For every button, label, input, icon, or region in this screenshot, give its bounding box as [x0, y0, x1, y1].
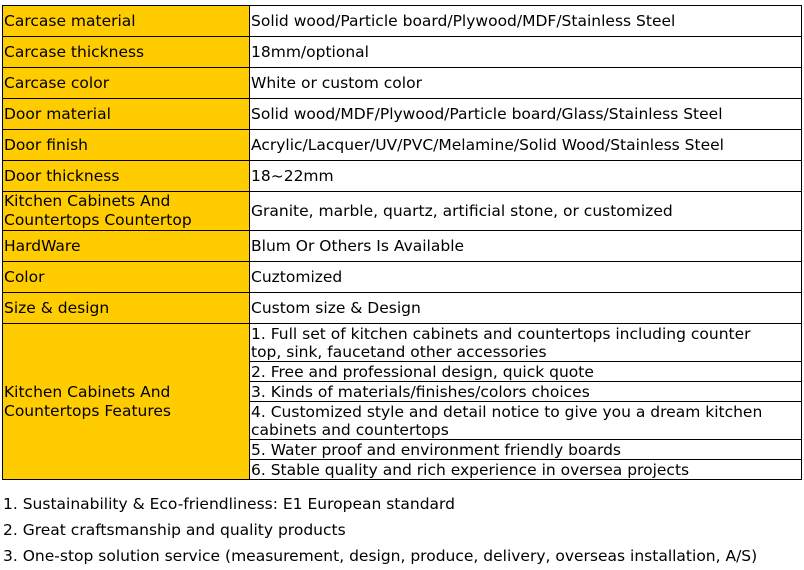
- row-label: Carcase material: [3, 6, 250, 37]
- row-label: Size & design: [3, 293, 250, 324]
- feature-item: 2. Free and professional design, quick quote: [250, 362, 802, 382]
- table-row: [3, 192, 802, 231]
- row-label-line: Kitchen Cabinets And: [4, 382, 171, 401]
- feature-line: 1. Full set of kitchen cabinets and countertops including counter: [251, 324, 751, 343]
- row-value: White or custom color: [250, 68, 802, 99]
- row-value: Custom size & Design: [250, 293, 802, 324]
- table-row: [3, 130, 802, 161]
- row-value: Solid wood/Particle board/Plywood/MDF/Stainless Steel: [250, 6, 802, 37]
- row-value: 18mm/optional: [250, 37, 802, 68]
- feature-line: 4. Customized style and detail notice to give you a dream kitchen: [251, 402, 763, 421]
- row-label: Carcase color: [3, 68, 250, 99]
- table-row: [3, 231, 802, 262]
- row-value: Blum Or Others Is Available: [250, 231, 802, 262]
- table-row: [3, 293, 802, 324]
- table-row: [3, 68, 802, 99]
- feature-item: [250, 402, 802, 440]
- row-label-line: Kitchen Cabinets And: [4, 192, 171, 210]
- table-row: [3, 262, 802, 293]
- row-label: Carcase thickness: [3, 37, 250, 68]
- feature-line: cabinets and countertops: [251, 420, 449, 439]
- row-label: Door thickness: [3, 161, 250, 192]
- row-label: Door material: [3, 99, 250, 130]
- note-item: 3. One-stop solution service (measurement, design, produce, delivery, overseas installation, A/S): [3, 547, 758, 565]
- table-row: [3, 324, 802, 362]
- spec-table: [2, 5, 802, 480]
- feature-item: 5. Water proof and environment friendly boards: [250, 440, 802, 460]
- table-row: [3, 161, 802, 192]
- features-label: [3, 324, 250, 480]
- note-item: 1. Sustainability & Eco-friendliness: E1 European standard: [3, 495, 455, 513]
- table-row: [3, 6, 802, 37]
- row-label-line: Countertops Features: [4, 401, 171, 420]
- row-value: Granite, marble, quartz, artificial stone, or customized: [250, 192, 802, 231]
- note-item: 2. Great craftsmanship and quality products: [3, 521, 346, 539]
- table-row: [3, 99, 802, 130]
- row-value: Cuztomized: [250, 262, 802, 293]
- notes-list: [3, 492, 757, 570]
- row-value: Solid wood/MDF/Plywood/Particle board/Glass/Stainless Steel: [250, 99, 802, 130]
- row-label-line: Countertops Countertop: [4, 211, 192, 229]
- table-row: [3, 37, 802, 68]
- feature-item: 3. Kinds of materials/finishes/colors choices: [250, 382, 802, 402]
- row-label: [3, 192, 250, 231]
- feature-line: top, sink, faucetand other accessories: [251, 342, 547, 361]
- row-value: Acrylic/Lacquer/UV/PVC/Melamine/Solid Wood/Stainless Steel: [250, 130, 802, 161]
- feature-item: [250, 324, 802, 362]
- row-label: HardWare: [3, 231, 250, 262]
- feature-item: 6. Stable quality and rich experience in oversea projects: [250, 460, 802, 480]
- row-label: Door finish: [3, 130, 250, 161]
- row-label: Color: [3, 262, 250, 293]
- row-value: 18~22mm: [250, 161, 802, 192]
